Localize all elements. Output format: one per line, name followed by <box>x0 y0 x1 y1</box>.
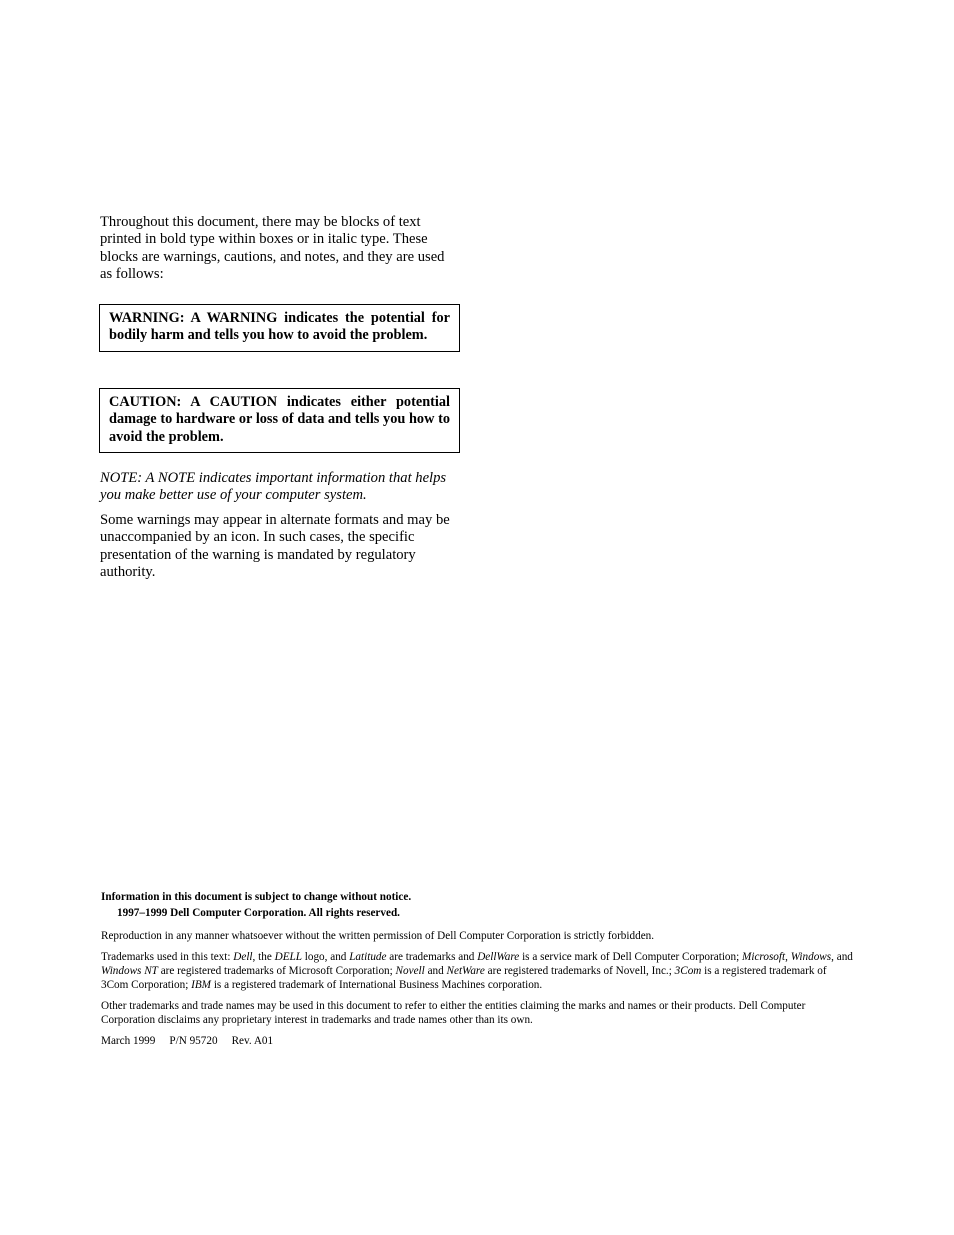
alternate-formats-paragraph: Some warnings may appear in alternate formats and may be unaccompanied by an icon. In such cases, the specific presentation of the warning is mandated by regulatory authority. <box>100 512 450 581</box>
reproduction-notice: Reproduction in any manner whatsoever without the written permission of Dell Computer Corporation is strictly forbidden. <box>101 930 655 942</box>
tm-3com: 3Com <box>674 965 702 978</box>
copyright-line: 1997–1999 Dell Computer Corporation. All rights reserved. <box>117 907 400 919</box>
change-notice: Information in this document is subject to change without notice. <box>101 891 412 903</box>
caution-box: CAUTION: A CAUTION indicates either potential damage to hardware or loss of data and tells you how to avoid the problem. <box>99 388 460 453</box>
tm-microsoft: Microsoft <box>742 951 786 963</box>
tm-ibm: IBM <box>191 979 212 992</box>
trademarks-paragraph: Trademarks used in this text: Dell, the DELL logo, and Latitude are trademarks and DellWare is a service mark of Dell Computer Corporation; Microsoft, Windows, and Windows NT are registered trademarks of Microsoft Corporation; Novell and NetWare are registered trademarks of Novell, Inc.; 3Com is a registered trademark of 3Com Corporation; IBM is a registered trademark of International Business Machines corporation. <box>101 951 853 992</box>
warning-box: WARNING: A WARNING indicates the potential for bodily harm and tells you how to avoid the problem. <box>99 304 460 352</box>
tm-windows: Windows <box>790 951 832 963</box>
intro-paragraph: Throughout this document, there may be blocks of text printed in bold type within boxes or in italic type. These blocks are warnings, cautions, and notes, and they are used as follows: <box>100 214 445 283</box>
tm-dell: Dell <box>233 951 253 963</box>
publication-date: March 1999 <box>101 1035 156 1047</box>
tm-netware: NetWare <box>446 965 485 978</box>
tm-dell-logo: DELL <box>274 951 302 963</box>
tm-latitude: Latitude <box>349 951 387 963</box>
revision: Rev. A01 <box>231 1035 274 1047</box>
part-number: P/N 95720 <box>169 1035 218 1047</box>
publication-info <box>101 1034 853 1048</box>
tm-novell: Novell <box>395 965 425 978</box>
note-paragraph: NOTE: A NOTE indicates important information that helps you make better use of your computer system. <box>100 470 447 504</box>
other-trademarks-paragraph: Other trademarks and trade names may be used in this document to refer to either the entities claiming the marks and names or their products. Dell Computer Corporation disclaims any proprietary interest in trademarks and trade names other than its own. <box>101 1000 806 1027</box>
tm-dellware: DellWare <box>477 951 520 963</box>
tm-windows-nt: Windows NT <box>101 965 158 978</box>
